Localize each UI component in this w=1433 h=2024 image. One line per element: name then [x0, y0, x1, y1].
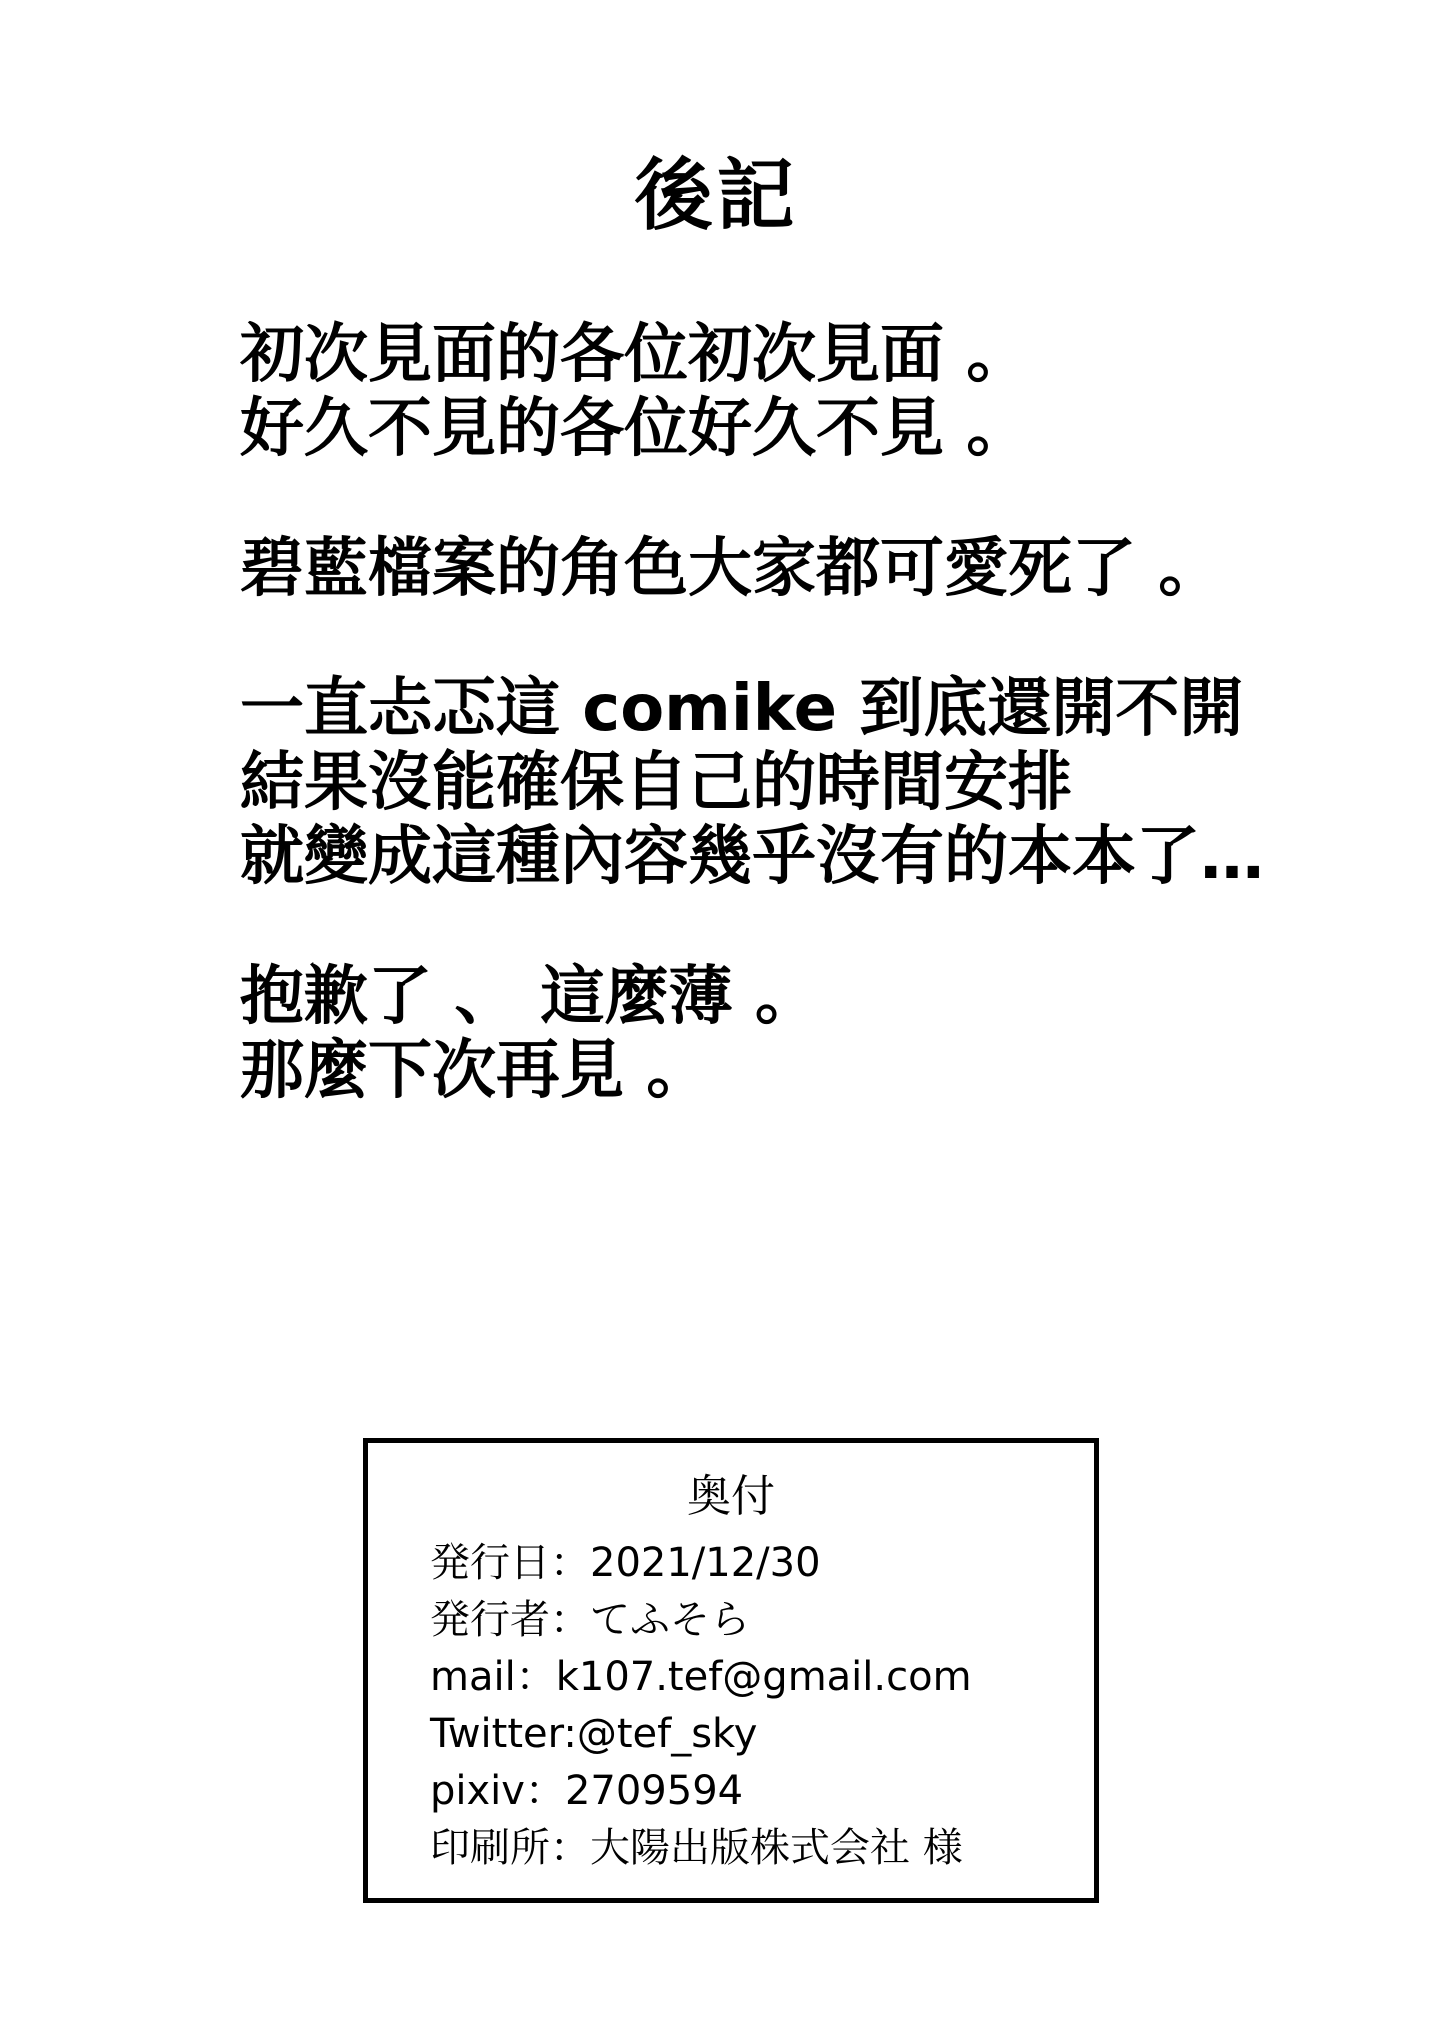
colophon-publisher: 発行者：てふそら — [430, 1597, 750, 1643]
afterword-paragraph — [240, 672, 1400, 894]
afterword-line: 那麼下次再見 。 — [240, 1034, 711, 1108]
afterword-line: 好久不見的各位好久不見 。 — [240, 392, 1031, 466]
afterword-line: 初次見面的各位初次見面 。 — [240, 318, 1031, 392]
afterword-line: 結果沒能確保自己的時間安排 — [240, 746, 1072, 820]
colophon-list — [430, 1535, 1090, 1877]
page-title: 後記 — [634, 151, 799, 241]
colophon-title: 奥付 — [687, 1471, 775, 1522]
afterword-paragraph — [240, 318, 1400, 466]
afterword-paragraph — [240, 960, 1400, 1108]
colophon-mail: mail：k107.tef@gmail.com — [430, 1654, 972, 1700]
afterword-line: 就變成這種內容幾乎沒有的本本了… — [240, 820, 1264, 894]
afterword-body — [240, 318, 1400, 1174]
colophon-publish-date: 発行日：2021/12/30 — [430, 1540, 821, 1586]
afterword-line: 一直忐忑這 comike 到底還開不開 — [240, 672, 1244, 746]
afterword-line: 碧藍檔案的角色大家都可愛死了 。 — [240, 532, 1223, 606]
colophon-printer: 印刷所：大陽出版株式会社 様 — [430, 1825, 963, 1871]
colophon-pixiv: pixiv：2709594 — [430, 1768, 744, 1814]
colophon-twitter: Twitter:@tef_sky — [430, 1711, 758, 1757]
afterword-line: 抱歉了 、 這麼薄 。 — [240, 960, 819, 1034]
colophon-box — [363, 1438, 1099, 1903]
afterword-paragraph — [240, 532, 1400, 606]
